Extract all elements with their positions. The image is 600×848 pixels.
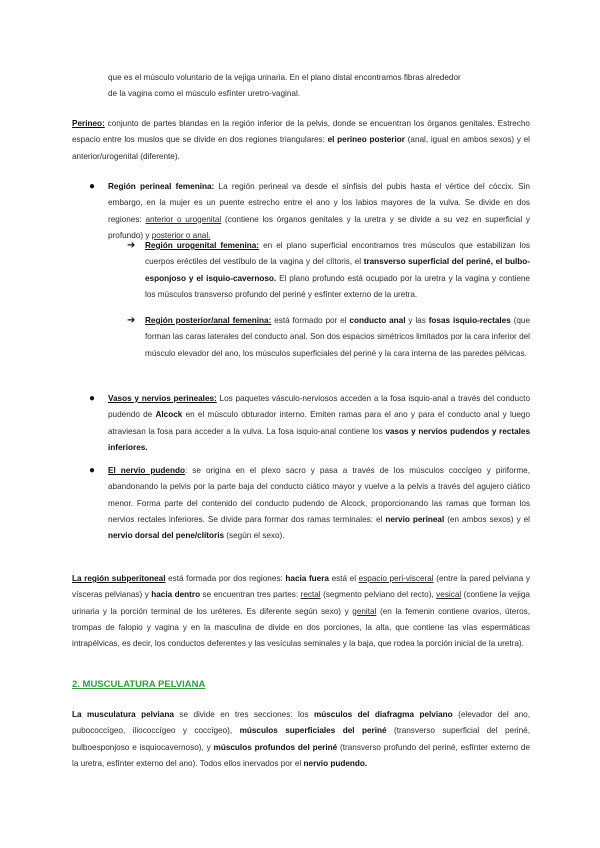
musculatura-paragraph: La musculatura pelviana se divide en tres secciones: los músculos del diafragma pelviano (elevador del ano, pubococcígeo, iliococcígeo y coccígeo), músculos superficiales del periné (transverso superficial del periné, bulboesponjoso e isquiocavernoso), y músculos profundos del periné (transverso profundo del periné, esfínter externo de la uretra, esfínter externo del ano). Todos ellos inervados por el nervio pudendo.	[72, 710, 531, 768]
musculatura-term: La musculatura pelviana	[72, 710, 174, 719]
pudendo-paragraph: El nervio pudendo: se origina en el plexo sacro y pasa a través de los músculos coccígeo y piriforme, abandonando la pelvis por la parte baja del conducto ciático mayor y vuelve a la pelvis a través del agujero ciático menor. Forma parte del contenido del conducto pudendo de Alcock, proporcionando las ramas que forman los nervios rectales inferiores. Se divide para formar dos ramas terminales: el nervio perineal (en ambos sexos) y el nervio dorsal del pene/clítoris (según el sexo).	[108, 466, 531, 541]
urogenital-paragraph: Región urogenital femenina: en el plano superficial encontramos tres músculos que estabilizan los cuerpos eréctiles del vestíbulo de la vagina y del clítoris, el transverso superficial del periné, el bulbo-esponjoso y el isquio-cavernoso. El plano profundo está ocupado por la uretra y la vagina y contiene los músculos transverso profundo del periné y esfínter externo de la uretra.	[145, 241, 531, 299]
pudendo-term: El nervio pudendo	[108, 466, 185, 475]
perineo-term: Perineo:	[72, 119, 105, 128]
subperitoneal-paragraph: La región subperitoneal está formada por dos regiones: hacia fuera está el espacio peri-visceral (entre la pared pelviana y vísceras pelvianas) y hacia dentro se encuentran tres partes: rectal (segmento pelviano del recto), vesical (contiene la vejiga urinaria y la porción terminal de los uréteres. Es diferente según sexo) y genital (en la femenin contiene ovarios, úteros, trompas de falopio y vagina y en la masculina de divide en dos porciones, la alta, que contiene las vías espermáticas intrapélvicas, es decir, los conductos deferentes y las vesículas seminales y la baja, que rodea la porción inicial de la uretra).	[72, 574, 530, 649]
perineo-paragraph: Perineo: conjunto de partes blandas en la región inferior de la pelvis, donde se encuentran los órganos genitales. Estrecho espacio entre los muslos que se divide en dos regiones triangulares: el perineo posterior (anal, igual en ambos sexos) y el anterior/urogenital (diferente).	[72, 119, 531, 161]
arrow-right-icon: ➔	[127, 240, 136, 251]
vasos-paragraph: Vasos y nervios perineales: Los paquetes vásculo-nerviosos acceden a la fosa isquio-anal a través del conducto pudendo de Alcock en el músculo obturador interno. Emiten ramas para el ano y para el conducto anal y luego atraviesan la fosa para acceder a la vulva. La fosa isquio-anal contiene los vasos y nervios pudendos y rectales inferiores.	[108, 394, 531, 452]
vasos-term: Vasos y nervios perineales:	[108, 394, 217, 403]
intro-paragraph: que es el músculo voluntario de la vejiga urinaria. En el plano distal encontramos fibras alrededor de la vagina como el músculo esfínter uretro-vaginal.	[108, 73, 461, 99]
subperitoneal-term: La región subperitoneal	[72, 574, 166, 583]
urogenital-term: Región urogenital femenina:	[145, 241, 260, 250]
bullet-icon: ●	[89, 393, 96, 404]
section-heading: 2. MUSCULATURA PELVIANA	[72, 679, 206, 690]
anal-term: Región posterior/anal femenina:	[145, 316, 272, 325]
femenina-term: Región perineal femenina:	[108, 182, 215, 191]
bullet-icon: ●	[89, 181, 96, 192]
anal-paragraph: Región posterior/anal femenina: está formado por el conducto anal y las fosas isquio-rectales (que forman las caras laterales del conducto anal. Son dos espacios simétricos limitados por la cara inferior del músculo elevador del ano, los músculos superficiales del periné y la cara interna de las paredes pélvicas.	[145, 316, 531, 358]
arrow-right-icon: ➔	[127, 315, 136, 326]
femenina-paragraph: Región perineal femenina: La región perineal va desde el sínfisis del pubis hasta el vértice del cóccix. Sin embargo, en la mujer es un puente estrecho entre el ano y los labios mayores de la vulva. Se divide en dos regiones: anterior o urogenital (contiene los órganos genitales y la uretra y se divide a su vez en superficial y profundo) y posterior o anal.	[108, 182, 530, 240]
bullet-icon: ●	[89, 465, 96, 476]
